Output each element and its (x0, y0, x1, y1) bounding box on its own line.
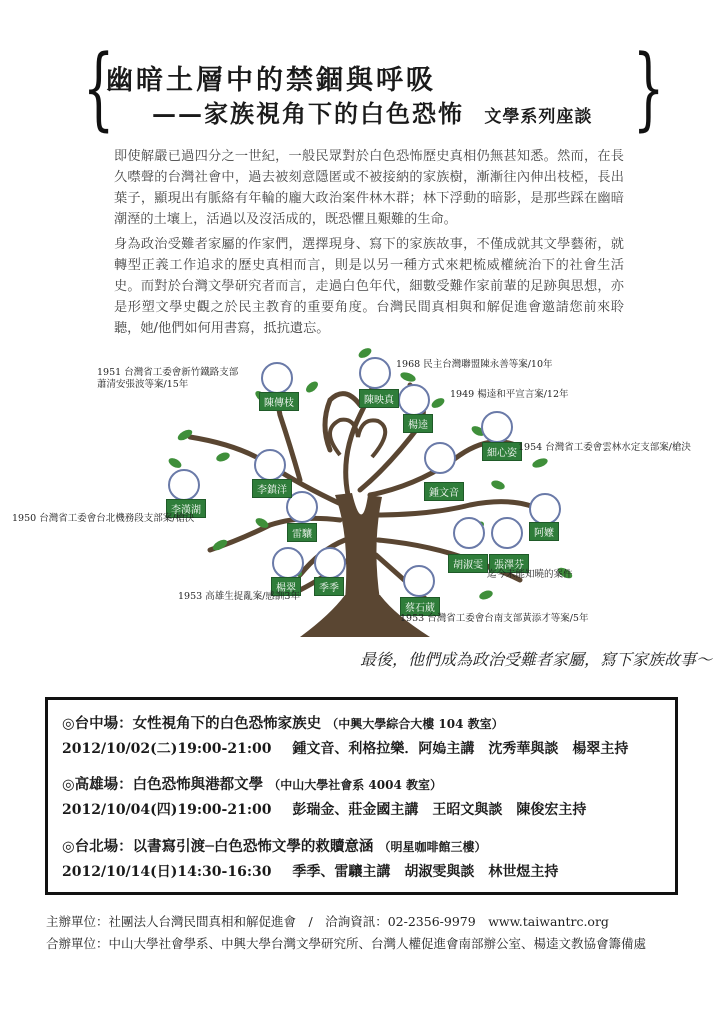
name-label: 李漢湖 (166, 499, 206, 518)
organizer-line: 主辦單位：社團法人台灣民間真相和解促進會 / 洽詢資訊：02-2356-9979 www.taiwantrc.org (46, 914, 609, 929)
event-title: ◎高雄場：白色恐怖與港都文學 (62, 776, 264, 793)
event-venue: （中興大學綜合大樓 104 教室） (326, 717, 504, 731)
name-label: 李鎮洋 (252, 479, 292, 498)
family-tree-illustration (0, 345, 724, 675)
left-brace: { (82, 36, 115, 141)
name-label: 張澤芬 (489, 554, 529, 573)
co-organizer-line: 合辦單位：中山大學社會學系、中興大學台灣文學研究所、台灣人權促進會南部辦公室、楊逵文教協會籌備處 (46, 936, 647, 951)
event-title: ◎台中場：女性視角下的白色恐怖家族史 (62, 715, 322, 732)
name-label: 楊逵 (403, 414, 433, 433)
name-label: 雷驤 (287, 523, 317, 542)
case-annotation: 迄今未能知曉的案件 (487, 569, 573, 580)
name-label: 楊翠 (271, 577, 301, 596)
poster-title: 幽暗土層中的禁錮與呼吸 (106, 65, 436, 96)
name-label: 胡淑雯 (448, 554, 488, 573)
name-label: 蔡石葳 (400, 597, 440, 616)
name-label: 季季 (314, 577, 344, 596)
subtitle-text: ——家族視角下的白色恐怖 (152, 99, 464, 128)
case-annotation: 1968 民主台灣聯盟陳永善等案/10年 (396, 359, 553, 370)
tree-caption: 最後，他們成為政治受難者家屬，寫下家族故事～ (360, 650, 713, 669)
case-annotation: 1953 高雄生捉亂案/感訓3年 (178, 591, 300, 602)
event-title: ◎台北場：以書寫引渡─白色恐怖文學的救贖意涵 (62, 838, 374, 855)
event-people: 鍾文音、利格拉樂．阿𡠄主講 沈秀華與談 楊翠主持 (292, 741, 629, 757)
events-box (45, 697, 678, 895)
event-venue: （中山大學社會系 4004 教室） (268, 778, 443, 792)
event-people: 彭瑞金、莊金國主講 王昭文與談 陳俊宏主持 (292, 802, 587, 818)
event-taipei (62, 835, 558, 881)
event-datetime: 2012/10/02(二)19:00-21:00 (62, 741, 272, 757)
name-label: 陳映真 (359, 389, 399, 408)
name-label: 鍾文音 (424, 482, 464, 501)
name-label: 陳傳枝 (259, 392, 299, 411)
event-datetime: 2012/10/14(日)14:30-16:30 (62, 864, 272, 880)
intro-paragraph-1: 即使解嚴已過四分之一世紀，一般民眾對於白色恐怖歷史真相仍無甚知悉。然而，在長久噤聲的台灣社會中，過去被刻意隱匿或不被接納的家族樹，漸漸往內伸出枝椏，長出葉子，顯現出有脈絡有年輪的龐大政治案件林木群；林下浮動的暗影，是那些踩在幽暗潮溼的土壤上，活過以及沒活成的，既恐懼且艱難的生命。 (114, 149, 624, 227)
event-venue: （明星咖啡館三樓） (378, 840, 487, 854)
case-annotation: 1954 台灣省工委會雲林水定支部案/槍決 (518, 442, 691, 453)
case-annotation: 1953 台灣省工委會台南支部黃添才等案/5年 (400, 613, 589, 624)
poster-subtitle (152, 94, 592, 129)
series-label: 文學系列座談 (484, 107, 593, 127)
case-annotation: 1949 楊逵和平宣言案/12年 (450, 389, 569, 400)
event-people: 季季、雷驤主講 胡淑雯與談 林世煜主持 (292, 864, 559, 880)
event-datetime: 2012/10/04(四)19:00-21:00 (62, 802, 272, 818)
right-brace: } (632, 36, 665, 141)
case-annotation: 1950 台灣省工委會台北機務段支部案/槍決 (12, 513, 195, 524)
case-annotation: 1951 台灣省工委會新竹鐵路支部 蕭清安張波等案/15年 (97, 367, 239, 390)
name-label: 細心姿 (482, 442, 522, 461)
intro-paragraph-2: 身為政治受難者家屬的作家們，選擇現身、寫下的家族故事，不僅成就其文學藝術，就轉型正義工作追求的歷史真相而言，則是以另一種方式來耙梳威權統治下的社會生活史。而對於台灣文學研究者而言，走過白色年代，細數受難作家前輩的足跡與思想，亦是形塑文學史觀之於民主教育的重要角度。台灣民間真相與和解促進會邀請您前來聆聽，她/他們如何用書寫，抵抗遺忘。 (114, 237, 624, 336)
event-taichung (62, 712, 628, 758)
name-label: 阿嬤 (529, 522, 559, 541)
event-kaohsiung (62, 773, 586, 819)
